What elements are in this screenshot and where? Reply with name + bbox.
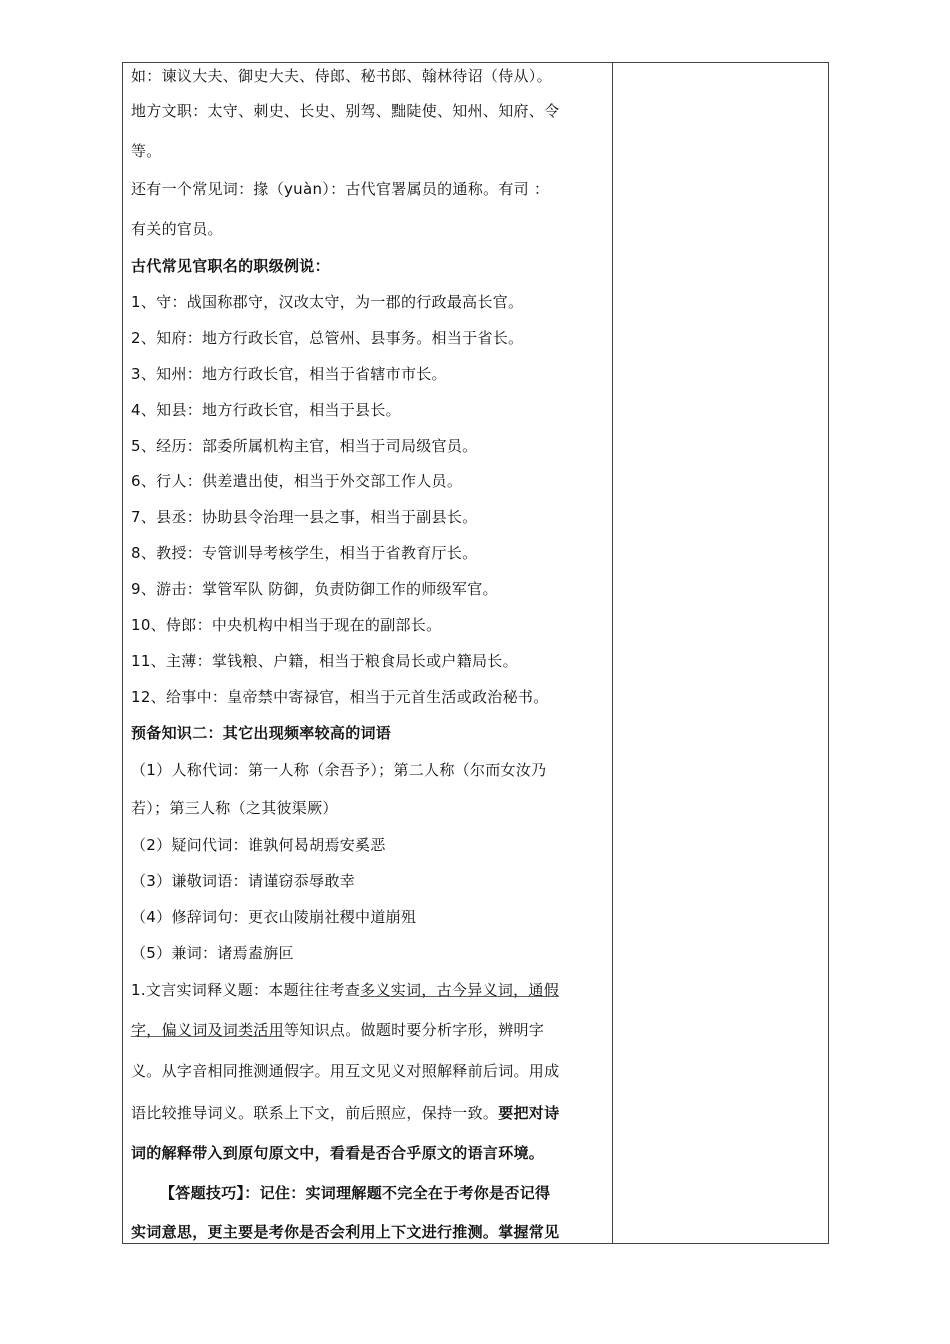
section-heading: 预备知识二：其它出现频率较高的词语 <box>131 724 392 742</box>
text-line: 如：谏议大夫、御史大夫、侍郎、秘书郎、翰林待诏（侍从）。 <box>131 67 552 85</box>
list-item: 9、游击：掌管军队 防御，负责防御工作的师级军官。 <box>131 580 498 598</box>
section-heading: 古代常见官职名的职级例说： <box>131 257 330 275</box>
text-line: 还有一个常见词：掾（yuàn）：古代官署属员的通称。有司 ： <box>131 180 550 198</box>
list-item: 1、守：战国称郡守，汉改太守，为一郡的行政最高长官。 <box>131 293 524 311</box>
text-line: 义。从字音相同推测通假字。用互文见义对照解释前后词。用成 <box>131 1062 560 1080</box>
underlined-text: 多义实词，古今异义词，通假 <box>360 981 560 999</box>
list-item: 11、主薄：掌钱粮、户籍，相当于粮食局长或户籍局长。 <box>131 652 518 670</box>
text-line: （4）修辞词句：更衣山陵崩社稷中道崩殂 <box>131 908 417 926</box>
underlined-text: 字，偏义词及词类活用 <box>131 1021 285 1039</box>
text-line <box>131 1020 544 1040</box>
list-item: 8、教授：专管训导考核学生，相当于省教育厅长。 <box>131 544 478 562</box>
tip-heading: 【答题技巧】：记住：实词理解题不完全在于考你是否记得 <box>160 1184 551 1202</box>
text-span: 等知识点。做题时要分析字形，辨明字 <box>284 1021 545 1039</box>
text-line <box>131 980 559 1000</box>
text-line: 地方文职：太守、刺史、长史、别驾、黜陡使、知州、知府、令 <box>131 102 560 120</box>
text-line: （2）疑问代词：谁孰何曷胡焉安奚恶 <box>131 836 386 854</box>
text-span: 1.文言实词释义题：本题往往考查 <box>131 981 361 999</box>
bold-text: 词的解释带入到原句原文中，看看是否合乎原文的语言环境。 <box>131 1144 545 1162</box>
text-line: 有关的官员。 <box>131 220 223 238</box>
list-item: 7、县丞：协助县令治理一县之事，相当于副县长。 <box>131 508 478 526</box>
text-line: 若）；第三人称（之其彼渠厥） <box>131 799 338 817</box>
list-item: 4、知县：地方行政长官，相当于县长。 <box>131 401 401 419</box>
list-item: 2、知府：地方行政长官，总管州、县事务。相当于省长。 <box>131 329 524 347</box>
list-item: 10、侍郎：中央机构中相当于现在的副部长。 <box>131 616 442 634</box>
list-item: 6、行人：供差遣出使，相当于外交部工作人员。 <box>131 472 463 490</box>
text-line: （1）人称代词：第一人称（余吾予）；第二人称（尔而女汝乃 <box>131 761 547 779</box>
text-line: 等。 <box>131 142 162 160</box>
text-span: 语比较推导词义。联系上下文，前后照应，保持一致。 <box>131 1104 499 1122</box>
text-line <box>131 1103 559 1123</box>
bold-text: 要把对诗 <box>498 1104 560 1122</box>
bold-text: 实词意思，更主要是考你是否会利用上下文进行推测。掌握常见 <box>131 1223 560 1241</box>
list-item: 5、经历：部委所属机构主官，相当于司局级官员。 <box>131 437 478 455</box>
text-line: （3）谦敬词语：请谨窃忝辱敢幸 <box>131 872 356 890</box>
text-line: （5）兼词：诸焉盍旃叵 <box>131 944 294 962</box>
list-item: 3、知州：地方行政长官，相当于省辖市市长。 <box>131 365 447 383</box>
column-divider <box>612 62 613 1244</box>
list-item: 12、给事中：皇帝禁中寄禄官，相当于元首生活或政治秘书。 <box>131 688 549 706</box>
